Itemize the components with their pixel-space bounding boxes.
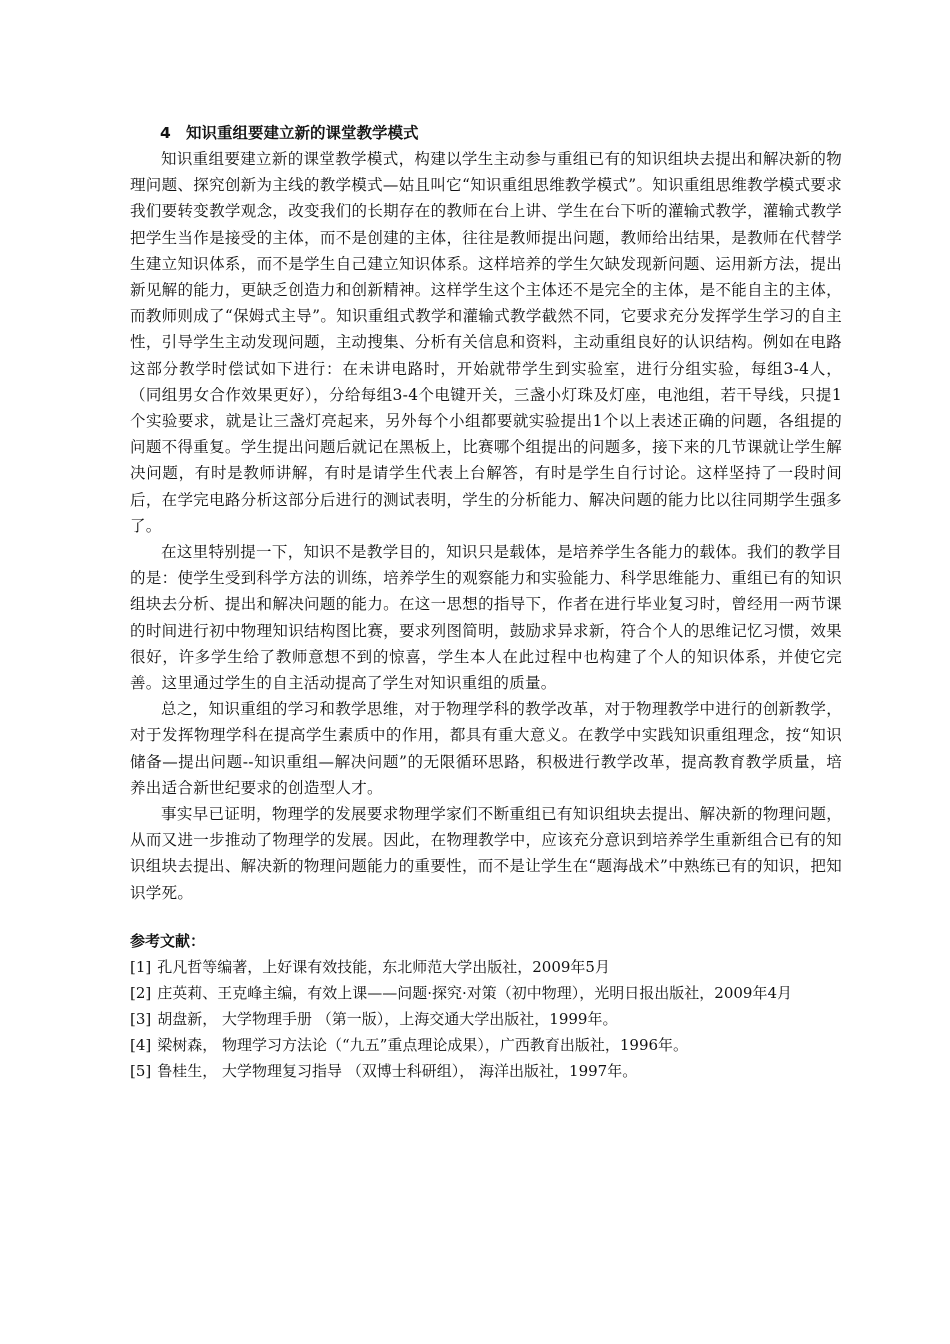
- references-list: [130, 954, 842, 1084]
- section-number: 4: [160, 124, 171, 142]
- body-paragraph-2: 在这里特别提一下，知识不是教学目的，知识只是载体，是培养学生各能力的载体。我们的教学目的是：使学生受到科学方法的训练，培养学生的观察能力和实验能力、科学思维能力、重组已有的知识组块去分析、提出和解决问题的能力。在这一思想的指导下，作者在进行毕业复习时，曾经用一两节课的时间进行初中物理知识结构图比赛，要求列图简明，鼓励求异求新，符合个人的思维记忆习惯，效果很好，许多学生给了教师意想不到的惊喜，学生本人在此过程中也构建了个人的知识体系，并使它完善。这里通过学生的自主活动提高了学生对知识重组的质量。: [130, 543, 842, 693]
- reference-item: [130, 1032, 842, 1058]
- reference-text: 孔凡哲等编著，上好课有效技能，东北师范大学出版社，2009年5月: [157, 957, 610, 976]
- reference-item: [130, 980, 842, 1006]
- reference-number: [4]: [130, 1035, 152, 1054]
- reference-number: [1]: [130, 957, 152, 976]
- reference-text: 鲁桂生， 大学物理复习指导 （双博士科研组）， 海洋出版社，1997年。: [157, 1061, 638, 1080]
- reference-number: [2]: [130, 983, 152, 1002]
- reference-number: [5]: [130, 1061, 152, 1080]
- reference-item: [130, 1058, 842, 1084]
- section-title: 知识重组要建立新的课堂教学模式: [186, 124, 419, 142]
- body-paragraph-3: 总之，知识重组的学习和教学思维，对于物理学科的教学改革，对于物理教学中进行的创新教学，对于发挥物理学科在提高学生素质中的作用，都具有重大意义。在教学中实践知识重组理念，按“知识储备—提出问题--知识重组—解决问题”的无限循环思路，积极进行教学改革，提高教育教学质量，培养出适合新世纪要求的创造型人才。: [130, 700, 842, 797]
- reference-number: [3]: [130, 1009, 152, 1028]
- document-page: [130, 120, 842, 1084]
- reference-text: 庄英莉、王克峰主编，有效上课——问题·探究·对策（初中物理），光明日报出版社，2009年4月: [157, 983, 793, 1002]
- body-paragraph-4: 事实早已证明，物理学的发展要求物理学家们不断重组已有知识组块去提出、解决新的物理问题，从而又进一步推动了物理学的发展。因此，在物理教学中，应该充分意识到培养学生重新组合已有的知识组块去提出、解决新的物理问题能力的重要性，而不是让学生在“题海战术”中熟练已有的知识，把知识学死。: [130, 805, 842, 902]
- references-title: 参考文献：: [130, 931, 206, 950]
- reference-item: [130, 954, 842, 980]
- reference-text: 胡盘新， 大学物理手册 （第一版），上海交通大学出版社，1999年。: [157, 1009, 618, 1028]
- section-heading: [130, 120, 842, 146]
- reference-text: 梁树森， 物理学习方法论（“九五”重点理论成果），广西教育出版社，1996年。: [157, 1035, 689, 1054]
- reference-item: [130, 1006, 842, 1032]
- body-paragraph-1: 知识重组要建立新的课堂教学模式，构建以学生主动参与重组已有的知识组块去提出和解决新的物理问题、探究创新为主线的教学模式—姑且叫它“知识重组思维教学模式”。知识重组思维教学模式要求我们要转变教学观念，改变我们的长期存在的教师在台上讲、学生在台下听的灌输式教学，灌输式教学把学生当作是接受的主体，而不是创建的主体，往往是教师提出问题，教师给出结果，是教师在代替学生建立知识体系，而不是学生自己建立知识体系。这样培养的学生欠缺发现新问题、运用新方法，提出新见解的能力，更缺乏创造力和创新精神。这样学生这个主体还不是完全的主体，是不能自主的主体，而教师则成了“保姆式主导”。知识重组式教学和灌输式教学截然不同，它要求充分发挥学生学习的自主性，引导学生主动发现问题，主动搜集、分析有关信息和资料，主动重组良好的认识结构。例如在电路这部分教学时偿试如下进行：在未讲电路时，开始就带学生到实验室，进行分组实验，每组3-4人，（同组男女合作效果更好），分给每组3-4个电键开关，三盏小灯珠及灯座，电池组，若干导线，只提1个实验要求，就是让三盏灯亮起来，另外每个小组都要就实验提出1个以上表述正确的问题，各组提的问题不得重复。学生提出问题后就记在黑板上，比赛哪个组提出的问题多，接下来的几节课就让学生解决问题，有时是教师讲解，有时是请学生代表上台解答，有时是学生自行讨论。这样坚持了一段时间后，在学完电路分析这部分后进行的测试表明，学生的分析能力、解决问题的能力比以往同期学生强多了。: [130, 150, 842, 535]
